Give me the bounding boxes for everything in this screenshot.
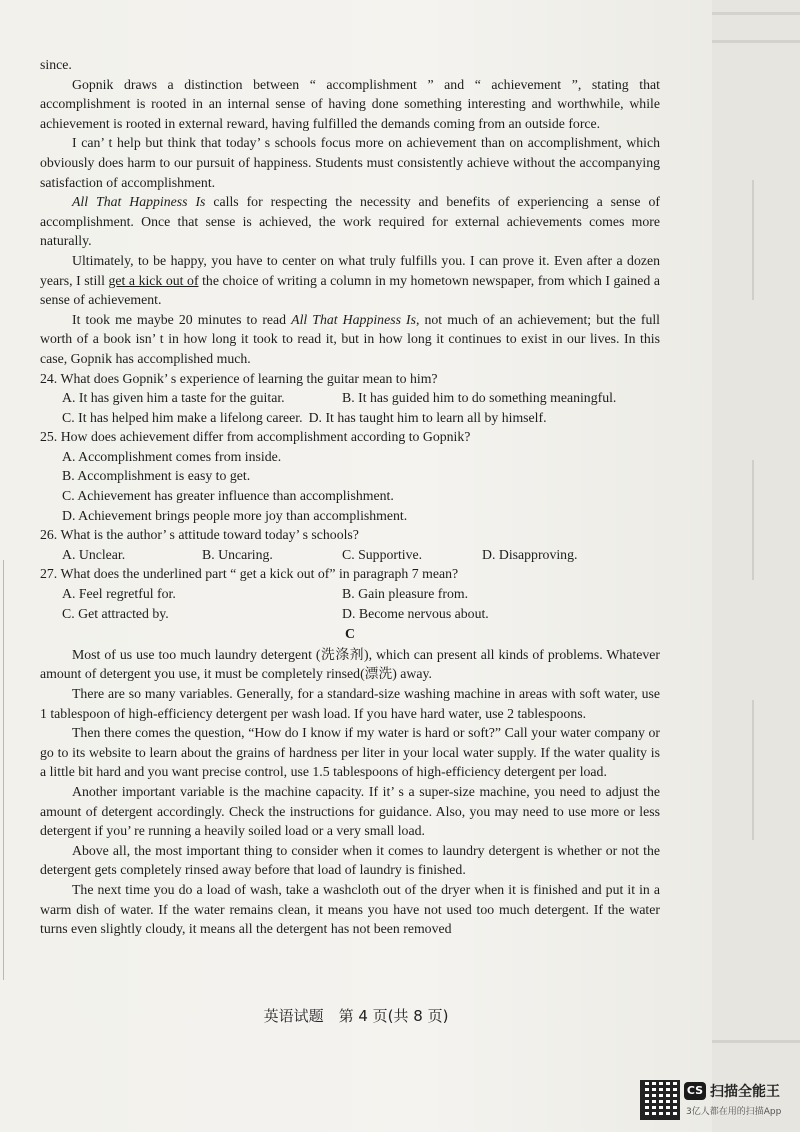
option-b: B. It has guided him to do something meaningful. <box>342 390 617 406</box>
paragraph-ultimately: Ultimately, to be happy, you have to center on what truly fulfills you. I can prove it. Even after a dozen years, I still get a kick out of the choice of writing a column in my hometown newspaper, from which I gained a sense of achievement. <box>40 252 660 308</box>
camscanner-logo-icon: CS <box>684 1082 706 1100</box>
option-d: D. Achievement brings people more joy than accomplishment. <box>62 507 408 523</box>
question-26: 26. What is the author’ s attitude toward today’ s schools? <box>40 527 359 543</box>
adjacent-page-strip <box>712 0 800 1132</box>
option-a: A. Accomplishment comes from inside. <box>62 448 282 464</box>
paragraph-next-time: The next time you do a load of wash, take a washcloth out of the dryer when it is finished and put it in a warm dish of water. If the water remains clean, it means you have not used too much detergent. If the water turns even slightly cloudy, it means all the detergent has not been removed <box>40 881 660 937</box>
option-a: A. Feel regretful for. <box>62 586 176 602</box>
underlined-phrase: get a kick out of <box>108 272 199 288</box>
option-c: C. Supportive. <box>342 546 423 562</box>
options-row <box>40 584 660 604</box>
options-row <box>40 408 660 428</box>
passage-content <box>40 55 660 939</box>
option-d: D. Become nervous about. <box>342 605 489 621</box>
option-a: A. Unclear. <box>62 546 126 562</box>
option-a: A. It has given him a taste for the guitar. <box>62 390 285 406</box>
scanner-app-name: 扫描全能王 <box>710 1084 780 1100</box>
option-b: B. Gain pleasure from. <box>342 586 469 602</box>
scan-edge-line <box>3 560 4 980</box>
paragraph-book: All That Happiness Is calls for respecting the necessity and benefits of experiencing a sense of accomplishment. Once that sense is achieved, the work required for external achievements comes more naturally. <box>40 194 660 249</box>
paragraph-above-all: Above all, the most important thing to consider when it comes to laundry detergent is whether or not the detergent gets completely rinsed away before that load of laundry is finished. <box>40 842 660 878</box>
option-b: B. Accomplishment is easy to get. <box>62 468 251 484</box>
paragraph-variables: There are so many variables. Generally, for a standard-size washing machine in areas with soft water, use 1 tablespoon of high-efficiency detergent per wash load. If you have hard water, use 2 tablespoons. <box>40 686 660 721</box>
option-c: C. It has helped him make a lifelong career. <box>62 409 303 425</box>
paragraph-took: It took me maybe 20 minutes to read All That Happiness Is, not much of an achievement; but the full worth of a book isn’ t in how long it took to read it, but in how long it continues to exist in our lives. In this case, Gopnik has accomplished much. <box>40 311 661 366</box>
option-c: C. Achievement has greater influence than accomplishment. <box>62 488 394 504</box>
option-d: D. Disapproving. <box>482 546 578 562</box>
question-27: 27. What does the underlined part “ get a kick out of” in paragraph 7 mean? <box>40 566 459 582</box>
question-24: 24. What does Gopnik’ s experience of learning the guitar mean to him? <box>40 370 438 386</box>
page-footer: 英语试题 第 4 页(共 8 页) <box>263 1007 449 1025</box>
section-heading-c: C <box>345 626 355 642</box>
option-d: D. It has taught him to learn all by himself. <box>308 409 547 425</box>
paragraph-capacity: Another important variable is the machine capacity. If it’ s a super-size machine, you need to adjust the amount of detergent accordingly. Check the instructions for guidance. Also, you may need to use more or less detergent if you’ re running a heavily soiled load or a very small load. <box>40 783 660 839</box>
paragraph-distinction: Gopnik draws a distinction between “ accomplishment ” and “ achievement ”, stating that accomplishment is rooted in an internal sense of having done something interesting and worthwhile, while achievement is rooted in external reward, having fulfilled the demands coming from an outside force. <box>40 76 660 131</box>
book-title: All That Happiness Is <box>291 311 416 327</box>
paragraph-schools: I can’ t help but think that today’ s schools focus more on achievement than on accomplishment, which obviously does harm to our pursuit of happiness. Students must consistently achieve without the accompanying satisfaction of accomplishment. <box>40 135 660 190</box>
paragraph-since: since. <box>40 57 72 72</box>
options-row <box>40 604 660 624</box>
book-title: All That Happiness Is <box>72 194 206 210</box>
option-c: C. Get attracted by. <box>62 605 169 621</box>
qr-code-icon <box>640 1080 680 1120</box>
scanner-tagline: 3亿人都在用的扫描App <box>686 1107 782 1117</box>
options-row <box>40 545 660 565</box>
options-row <box>40 388 660 408</box>
option-b: B. Uncaring. <box>202 546 273 562</box>
paragraph-detergent: Most of us use too much laundry detergent (洗涤剂), which can present all kinds of problems. Whatever amount of detergent you use, it must be completely rinsed(漂洗) away. <box>40 646 660 682</box>
paragraph-water: Then there comes the question, “How do I know if my water is hard or soft?” Call your water company or go to its website to learn about the grains of hardness per liter in your local water supply. If the water quality is a little bit hard and you want precise control, use 1.5 tablespoons of high-efficiency detergent per load. <box>40 725 660 780</box>
question-25: 25. How does achievement differ from accomplishment according to Gopnik? <box>40 429 471 445</box>
